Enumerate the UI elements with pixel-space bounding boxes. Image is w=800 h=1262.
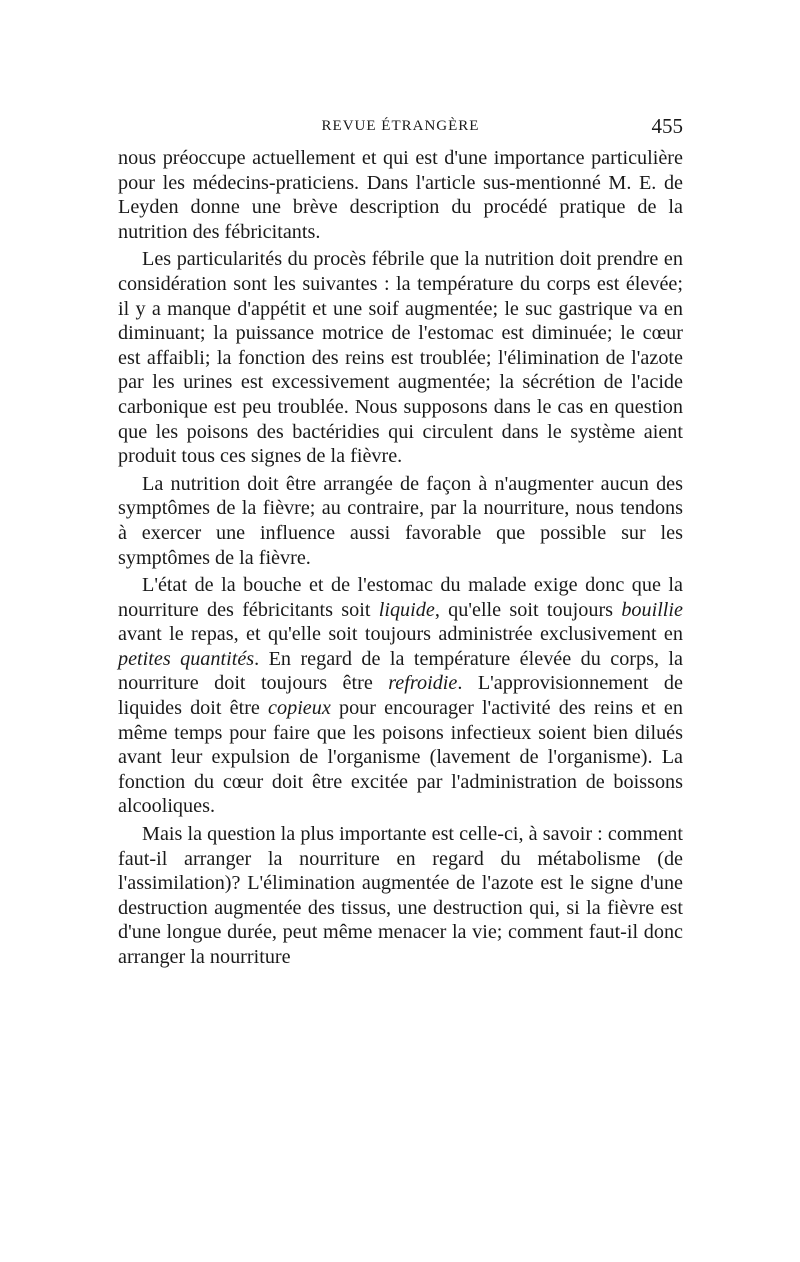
page-number: 455 bbox=[651, 114, 683, 138]
text-segment: Les particularités du procès fébrile que la nutrition doit prendre en considération sont les suivantes : la température du corps est élevée; il y a manque d'appétit et une soif augmentée; le suc gastrique va en diminuant; la puissance motrice de l'estomac est diminuée; le cœur est affaibli; la fonction des reins est troublée; l'élimination de l'azote par les urines est excessivement augmentée; la sécrétion de l'acide carbonique est peu troublée. Nous supposons dans le cas en question que les poisons des bactéridies qui circulent dans le système aient produit tous ces signes de la fièvre. bbox=[118, 248, 683, 468]
text-segment: , qu'elle soit toujours bbox=[434, 598, 622, 621]
paragraph-4 bbox=[118, 573, 683, 819]
emphasis-liquide: liquide bbox=[378, 598, 435, 621]
text-segment: nous préoccupe actuellement et qui est d'une importance particulière pour les médecins-praticiens. Dans l'article sus-mentionné M. E. de Leyden donne une brève description du procédé pratique de la nutrition des fébricitants. bbox=[118, 147, 683, 243]
running-header bbox=[118, 114, 683, 146]
emphasis-refroidie: refroidie bbox=[388, 672, 458, 695]
text-segment: La nutrition doit être arrangée de façon à n'augmenter aucun des symptômes de la fièvre; au contraire, par la nourriture, nous tendons à exercer une influence aussi favorable que possible sur les symptômes de la fièvre. bbox=[118, 472, 683, 569]
paragraph-3 bbox=[118, 472, 683, 570]
book-page bbox=[118, 114, 683, 970]
emphasis-petites-quantites: petites quantités bbox=[118, 647, 255, 670]
paragraph-5 bbox=[118, 822, 683, 970]
text-segment: L'état de la bouche et de l'estomac du malade exige donc que la nourriture des fébricitants soit bbox=[118, 574, 683, 621]
text-segment: Mais la question la plus importante est celle-ci, à savoir : comment faut-il arranger la nourriture en regard du métabolisme (de l'assimilation)? L'élimination augmentée de l'azote est le signe d'une destruction augmentée des tissus, une destruction qui, si la fièvre est d'une longue durée, peut même menacer la vie; comment faut-il donc arranger la nourriture bbox=[118, 823, 683, 968]
body-text bbox=[118, 146, 683, 970]
text-segment: pour encourager l'activité des reins et en même temps pour faire que les poisons infectieux soient bien dilués avant leur expulsion de l'organisme (lavement de l'organisme). La fonction du cœur doit être excitée par l'administration de boissons alcooliques. bbox=[118, 697, 683, 818]
running-title: REVUE ÉTRANGÈRE bbox=[321, 118, 480, 134]
text-segment: . En regard de la température élevée du corps, la nourriture doit toujours être bbox=[118, 647, 683, 695]
paragraph-2 bbox=[118, 247, 683, 468]
emphasis-bouillie: bouillie bbox=[621, 598, 683, 621]
paragraph-1 bbox=[118, 146, 683, 244]
text-segment: avant le repas, et qu'elle soit toujours administrée exclusivement en bbox=[118, 623, 683, 646]
text-segment: . L'approvisionnement de liquides doit être bbox=[118, 672, 683, 720]
emphasis-copieux: copieux bbox=[268, 697, 331, 720]
